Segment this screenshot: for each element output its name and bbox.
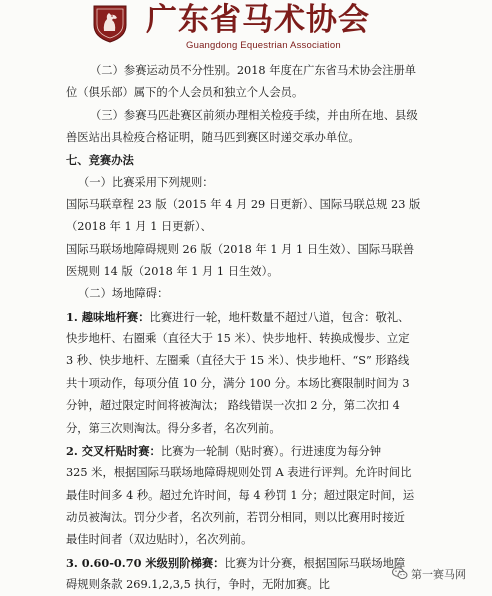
paragraph-line: （2018 年 1 月 1 日更新）、 xyxy=(66,220,212,234)
association-subtitle: Guangdong Equestrian Association xyxy=(186,40,341,51)
paragraph-line: 国际马联场地障碍规则 26 版（2018 年 1 月 1 日生效）、国际马联兽 xyxy=(66,242,415,256)
paragraph-line: 共十项动作，每项分值 10 分，满分 100 分。本场比赛限制时间为 3 xyxy=(66,376,410,390)
item-text: 比赛为计分赛，根据国际马联场地障 xyxy=(224,556,406,570)
item-title: 2. 交叉杆贴时赛： xyxy=(66,443,161,458)
section-heading: 七、竞赛办法 xyxy=(66,153,134,168)
letterhead xyxy=(0,0,492,58)
paragraph-line: 分钟，超过限定时间将被淘汰； 路线错误一次扣 2 分，第二次扣 4 xyxy=(66,399,400,413)
subsection-heading: （一）比赛采用下列规则： xyxy=(78,175,214,189)
paragraph-line xyxy=(66,440,470,462)
watermark-text: 第一赛马网 xyxy=(411,568,466,581)
subsection-heading: （二）场地障碍： xyxy=(78,287,169,301)
paragraph-line: 最佳时间者（双边贴时），名次列前。 xyxy=(66,533,253,547)
paragraph-line: 3 秒、快步地杆、左圈乘（直径大于 15 米）、快步地杆、“S” 形路线 xyxy=(66,354,410,368)
paragraph-line: 最佳时间多 4 秒。超过允许时间，每 4 秒罚 1 分；超过限定时间，运 xyxy=(66,488,415,502)
wechat-icon xyxy=(392,567,408,580)
paragraph-line: 快步地杆、右圈乘（直径大于 15 米）、快步地杆、转换成慢步、立定 xyxy=(66,332,410,346)
paragraph-line: 位（俱乐部）属下的个人会员和独立个人会员。 xyxy=(66,86,304,100)
paragraph-line: 医规则 14 版（2018 年 1 月 1 日生效）。 xyxy=(66,265,279,279)
paragraph-line: 碍规则条款 269.1,2,3,5 执行，争时，无附加赛。比 xyxy=(66,577,330,591)
paragraph-line: 兽医站出具检疫合格证明，随马匹到赛区时递交承办单位。 xyxy=(66,131,360,145)
paragraph-line: （二）参赛运动员不分性别。2018 年度在广东省马术协会注册单 xyxy=(90,64,417,77)
document-body xyxy=(66,60,470,596)
item-text: 比赛为一轮制（贴时赛）。行进速度为每分钟 xyxy=(160,444,382,458)
association-title: 广东省马术协会 xyxy=(146,2,370,38)
paragraph-line: 动员被淘汰。罚分少者，名次列前，若罚分相同，则以比赛用时接近 xyxy=(66,510,405,524)
paragraph-line: 分，第三次则淘汰。得分多者，名次列前。 xyxy=(66,421,281,435)
horse-emblem-icon xyxy=(90,3,130,43)
paragraph-line xyxy=(66,306,470,328)
item-title: 3. 0.60-0.70 米级别阶梯赛： xyxy=(66,555,225,570)
item-text: 比赛进行一轮，地杆数量不超过八道，包含：敬礼、 xyxy=(149,310,410,324)
watermark xyxy=(392,566,466,582)
item-title: 1. 趣味地杆赛： xyxy=(66,309,150,324)
paragraph-line: （三）参赛马匹赴赛区前须办理相关检疫手续，并由所在地、县级 xyxy=(90,108,418,122)
paragraph-line: 国际马联章程 23 版（2015 年 4 月 29 日更新）、国际马联总规 23 版 xyxy=(66,198,421,212)
paragraph-line: 325 米，根据国际马联场地障碍规则处罚 A 表进行评判。允许时间比 xyxy=(66,466,412,480)
